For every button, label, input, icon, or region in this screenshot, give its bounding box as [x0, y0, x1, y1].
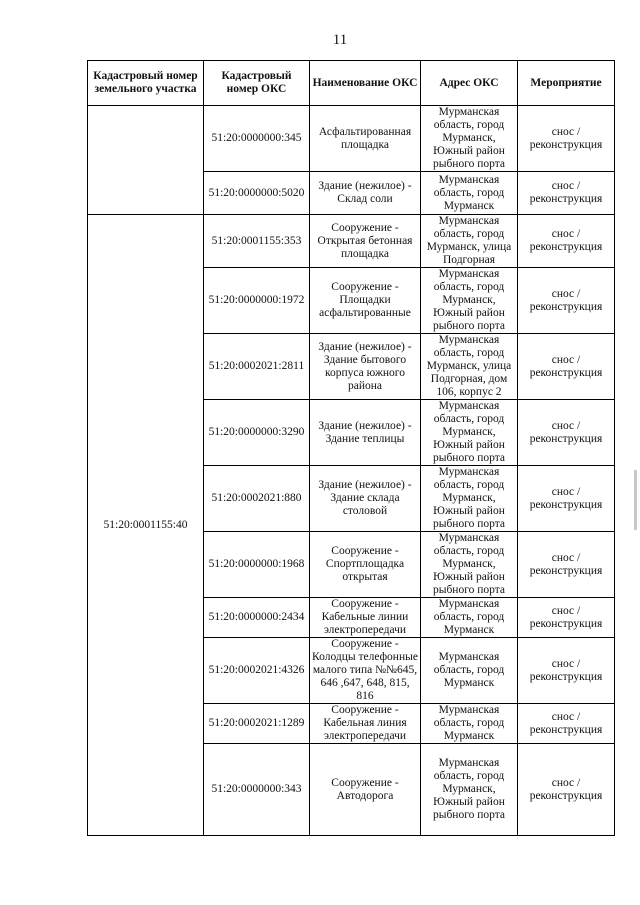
oks-address-cell: Мурманская область, город Мурманск, Южный район рыбного порта	[421, 400, 518, 466]
land-plot-number-cell: 51:20:0001155:40	[88, 215, 204, 836]
oks-number-cell: 51:20:0002021:4326	[204, 638, 310, 704]
oks-name-cell: Здание (нежилое) - Здание теплицы	[310, 400, 421, 466]
header-oks-address: Адрес ОКС	[421, 61, 518, 106]
table-row	[88, 215, 615, 268]
oks-address-cell: Мурманская область, город Мурманск, Южный район рыбного порта	[421, 532, 518, 598]
oks-name-cell: Сооружение - Автодорога	[310, 744, 421, 836]
header-oks-number: Кадастровый номер ОКС	[204, 61, 310, 106]
oks-number-cell: 51:20:0002021:880	[204, 466, 310, 532]
oks-number-cell: 51:20:0000000:345	[204, 106, 310, 172]
header-land-plot-number: Кадастровый номер земельного участка	[88, 61, 204, 106]
measure-cell: снос / реконструкция	[518, 334, 615, 400]
oks-name-cell: Сооружение - Колодцы телефонные малого типа №№645, 646 ,647, 648, 815, 816	[310, 638, 421, 704]
oks-number-cell: 51:20:0000000:343	[204, 744, 310, 836]
oks-name-cell: Сооружение - Открытая бетонная площадка	[310, 215, 421, 268]
oks-number-cell: 51:20:0000000:1968	[204, 532, 310, 598]
oks-address-cell: Мурманская область, город Мурманск, Южный район рыбного порта	[421, 268, 518, 334]
oks-address-cell: Мурманская область, город Мурманск	[421, 704, 518, 744]
oks-number-cell: 51:20:0002021:1289	[204, 704, 310, 744]
measure-cell: снос / реконструкция	[518, 744, 615, 836]
oks-address-cell: Мурманская область, город Мурманск, Южный район рыбного порта	[421, 744, 518, 836]
oks-number-cell: 51:20:0001155:353	[204, 215, 310, 268]
table-header-row	[88, 61, 615, 106]
land-plot-number-cell	[88, 106, 204, 215]
measure-cell: снос / реконструкция	[518, 638, 615, 704]
oks-name-cell: Здание (нежилое) - Склад соли	[310, 172, 421, 215]
oks-name-cell: Сооружение - Спортплощадка открытая	[310, 532, 421, 598]
oks-name-cell: Сооружение - Кабельные линии электропередачи	[310, 598, 421, 638]
measure-cell: снос / реконструкция	[518, 466, 615, 532]
oks-number-cell: 51:20:0000000:3290	[204, 400, 310, 466]
measure-cell: снос / реконструкция	[518, 268, 615, 334]
measure-cell: снос / реконструкция	[518, 400, 615, 466]
oks-number-cell: 51:20:0000000:1972	[204, 268, 310, 334]
table-row	[88, 106, 615, 172]
measure-cell: снос / реконструкция	[518, 172, 615, 215]
oks-number-cell: 51:20:0002021:2811	[204, 334, 310, 400]
header-oks-name: Наименование ОКС	[310, 61, 421, 106]
measure-cell: снос / реконструкция	[518, 215, 615, 268]
oks-name-cell: Сооружение - Кабельная линия электропередачи	[310, 704, 421, 744]
measure-cell: снос / реконструкция	[518, 598, 615, 638]
header-measure: Мероприятие	[518, 61, 615, 106]
oks-name-cell: Здание (нежилое) - Здание склада столовой	[310, 466, 421, 532]
oks-address-cell: Мурманская область, город Мурманск, улица Подгорная, дом 106, корпус 2	[421, 334, 518, 400]
oks-name-cell: Асфальтированная площадка	[310, 106, 421, 172]
oks-number-cell: 51:20:0000000:2434	[204, 598, 310, 638]
measure-cell: снос / реконструкция	[518, 106, 615, 172]
oks-name-cell: Сооружение - Площадки асфальтированные	[310, 268, 421, 334]
oks-address-cell: Мурманская область, город Мурманск, Южный район рыбного порта	[421, 106, 518, 172]
oks-name-cell: Здание (нежилое) - Здание бытового корпуса южного района	[310, 334, 421, 400]
page-number: 11	[332, 32, 348, 48]
oks-address-cell: Мурманская область, город Мурманск, улица Подгорная	[421, 215, 518, 268]
measure-cell: снос / реконструкция	[518, 704, 615, 744]
oks-table	[87, 60, 615, 836]
oks-address-cell: Мурманская область, город Мурманск	[421, 598, 518, 638]
oks-address-cell: Мурманская область, город Мурманск	[421, 172, 518, 215]
measure-cell: снос / реконструкция	[518, 532, 615, 598]
oks-number-cell: 51:20:0000000:5020	[204, 172, 310, 215]
scan-edge-mark	[634, 470, 637, 530]
oks-address-cell: Мурманская область, город Мурманск, Южный район рыбного порта	[421, 466, 518, 532]
oks-address-cell: Мурманская область, город Мурманск	[421, 638, 518, 704]
